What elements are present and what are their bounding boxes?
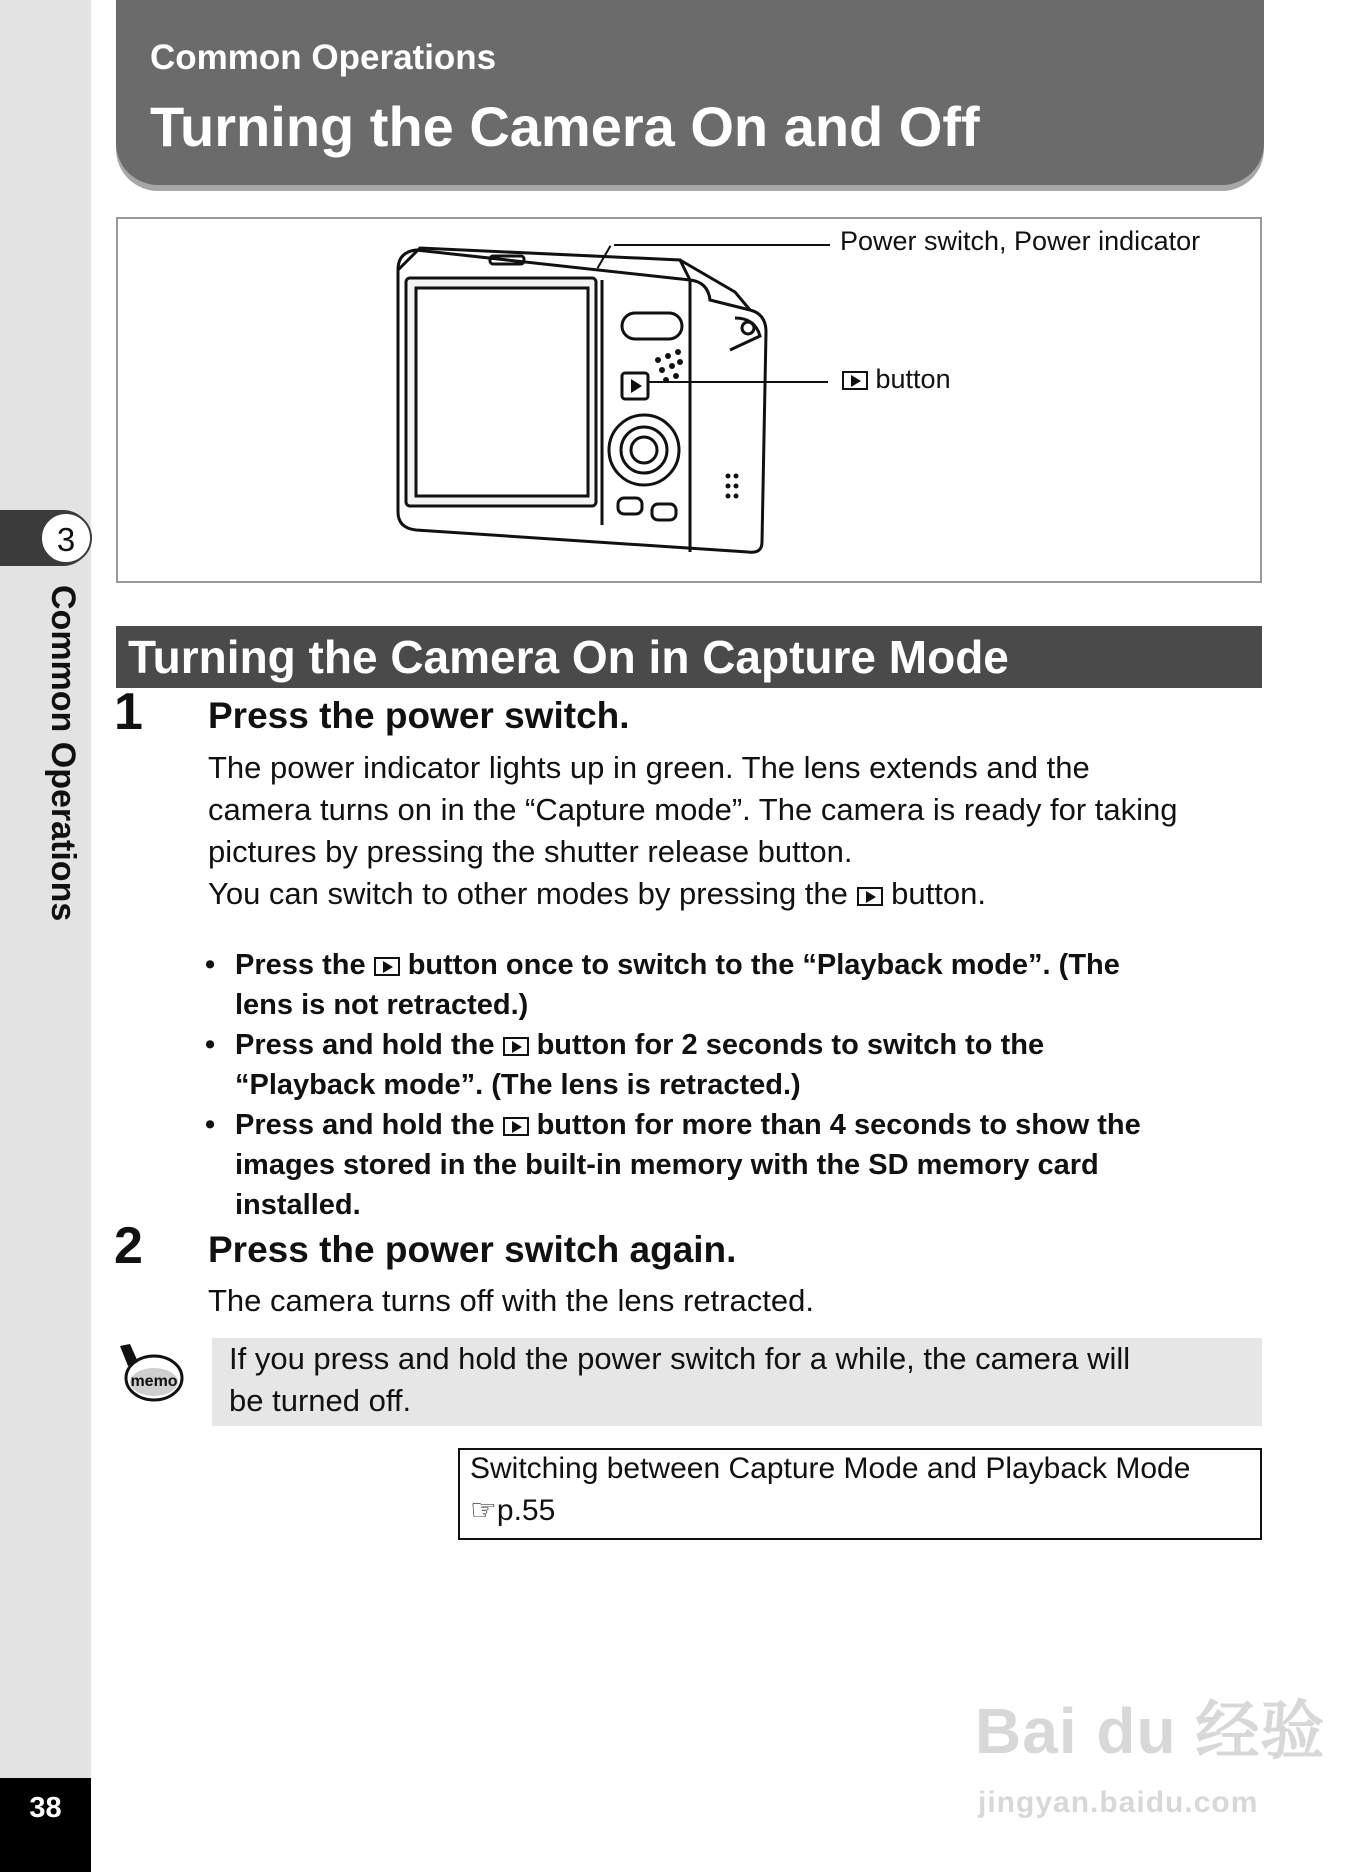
bullet-text: lens is not retracted.) [235,989,529,1021]
memo-icon-label: memo [130,1373,178,1390]
play-button-leader-line [648,381,828,383]
switch-text-post: button. [891,876,986,911]
play-button-label: button [875,364,951,394]
reference-page-link[interactable]: ☞p.55 [470,1494,556,1527]
bullet-item [205,945,1265,1025]
step-2-number: 2 [114,1217,143,1275]
step-1-line-1: The power indicator lights up in green. The lens extends and the [208,750,1090,785]
bullet-text: Press and hold the [235,1029,495,1061]
step-1-bullet-list [205,945,1265,1225]
baidu-watermark: Bai du 经验 [975,1695,1326,1767]
step-2-title: Press the power switch again. [208,1229,737,1270]
step-1-description [208,747,1268,915]
step-1-line-3: pictures by pressing the shutter release button. [208,834,853,869]
play-button-icon [857,887,883,906]
camera-back-illustration [390,240,770,560]
memo-line-1: If you press and hold the power switch for a while, the camera will [229,1341,1131,1376]
play-button-icon [503,1037,529,1056]
bullet-text: “Playback mode”. (The lens is retracted.) [235,1069,801,1101]
memo-text [229,1338,1249,1422]
memo-line-2: be turned off. [229,1383,412,1418]
chapter-title-vertical: Common Operations [44,585,82,922]
switch-text-pre: You can switch to other modes by pressing the [208,876,848,911]
memo-icon [116,1342,186,1406]
step-1-line-2: camera turns on in the “Capture mode”. The camera is ready for taking [208,792,1178,827]
step-1-switch-line [208,873,1268,915]
power-switch-label: Power switch, Power indicator [840,226,1201,256]
play-button-icon [374,957,400,976]
bullet-text: installed. [235,1189,361,1221]
bullet-text: images stored in the built-in memory with the SD memory card [235,1149,1099,1181]
chapter-sidebar [0,0,91,1872]
play-button-icon [842,371,868,390]
play-button-callout [842,364,951,395]
bullet-text: button for more than 4 seconds to show the [536,1109,1141,1141]
step-2-description: The camera turns off with the lens retracted. [208,1283,814,1318]
step-1-title: Press the power switch. [208,695,630,736]
chapter-number: 3 [40,512,92,564]
reference-title: Switching between Capture Mode and Playback Mode [470,1452,1191,1485]
bullet-text: Press the [235,949,366,981]
bullet-text: button once to switch to the “Playback mode”. (The [407,949,1120,981]
bullet-text: button for 2 seconds to switch to the [536,1029,1045,1061]
bullet-item [205,1025,1265,1105]
bullet-text: Press and hold the [235,1109,495,1141]
page-number: 38 [29,1792,62,1824]
baidu-watermark-url: jingyan.baidu.com [978,1786,1259,1819]
step-1-number: 1 [114,683,143,741]
play-button-icon [503,1117,529,1136]
page-title: Turning the Camera On and Off [150,95,980,158]
header-section: Common Operations [150,38,497,77]
bullet-item [205,1105,1265,1225]
power-leader-line [614,244,830,246]
section-title: Turning the Camera On in Capture Mode [128,631,1009,683]
